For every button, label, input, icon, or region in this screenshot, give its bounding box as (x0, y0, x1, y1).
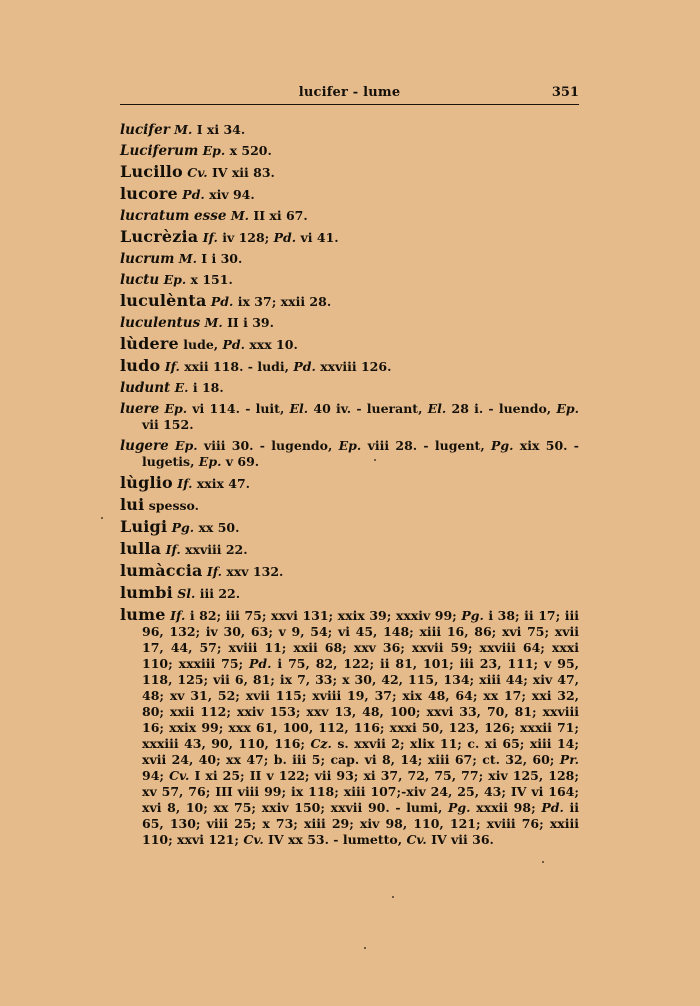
citation-text: vi 114. - luit, (187, 401, 290, 416)
citation-text: i 82; iii 75; xxvi 131; xxix 39; xxxiv 99; (185, 608, 462, 623)
dictionary-entry (120, 251, 579, 267)
work-abbreviation: M. (178, 251, 197, 266)
work-abbreviation: M. (204, 315, 223, 330)
work-abbreviation: If. (164, 359, 180, 374)
print-speck (364, 947, 366, 949)
dictionary-entries (120, 122, 579, 853)
entry-headword: ludunt (120, 380, 171, 396)
work-abbreviation: Ep. (175, 438, 198, 453)
citation-text: i 75, 82, 122; ii 81, 101; iii 23, 111; v 95, 118, 125; vii 6, 81; ix 7, 33; x 30, 42, 115, 134; xiii 44; xiv 47, 48; xv 31, 52; xvii 115; xviii 19, 37; xix 48, 64; xx 17; xxi 32, 80; xxii 112; xxiv 153; xxv 13, 48, 100; xxvi 33, 70, 81; xxviii 16; xxix 99; xxx 61, 100, 112, 116; xxxi 50, 123, 126; xxxii 71; xxxiii 43, 90, 110, 116; (142, 656, 579, 751)
work-abbreviation: If. (170, 608, 186, 623)
work-abbreviation: Pg. (461, 608, 484, 623)
dictionary-entry (120, 358, 579, 375)
entry-headword: lùdere (120, 334, 179, 353)
work-abbreviation: Pr. (559, 752, 579, 767)
work-abbreviation: El. (427, 401, 447, 416)
entry-headword: lugere (120, 438, 169, 454)
dictionary-entry (120, 208, 579, 224)
citation-text: x 151. (186, 272, 233, 287)
citation-text: xiv 94. (204, 187, 255, 202)
dictionary-entry (120, 401, 579, 433)
entry-headword: lumbi (120, 583, 173, 602)
citation-text: I xi 25; II v 122; vii 93; xi 37, 72, 75, 77; xiv 125, 128; xv 57, 76; III viii 99; ix 118; xiii 107;-xiv 24, 25, 43; IV vi 164; xvi 8, 10; xx 75; xxiv 150; xxvii 90. - lumi, (142, 768, 579, 815)
page-number: 351 (551, 85, 579, 100)
dictionary-entry (120, 380, 579, 396)
citation-text: ix 37; xxii 28. (233, 294, 332, 309)
work-abbreviation: Pd. (249, 656, 272, 671)
citation-text: viii 28. - lugent, (361, 438, 491, 453)
work-abbreviation: Cv. (169, 768, 190, 783)
running-head: lucifer - lume (298, 85, 401, 100)
citation-text: xxii 118. - ludi, (179, 359, 294, 374)
citation-text: xxix 47. (192, 476, 250, 491)
citation-text: xix 50. - lugetis, (142, 438, 579, 469)
citation-text: spesso. (144, 498, 200, 513)
work-abbreviation: E. (174, 380, 189, 395)
citation-text: II i 39. (222, 315, 274, 330)
citation-text: 94; (142, 768, 170, 783)
citation-text: vi 41. (296, 230, 339, 245)
work-abbreviation: Ep. (338, 438, 362, 453)
entry-headword: lumàccia (120, 561, 203, 580)
work-abbreviation: Pd. (293, 359, 316, 374)
work-abbreviation: Cv. (243, 832, 264, 847)
dictionary-entry (120, 438, 579, 470)
work-abbreviation: If. (206, 564, 223, 579)
work-abbreviation: Ep. (556, 401, 579, 416)
citation-text: IV xx 53. - lumetto, (263, 832, 407, 847)
citation-text: x 520. (225, 143, 272, 158)
work-abbreviation: Pd. (182, 187, 205, 202)
citation-text: iv 128; (217, 230, 274, 245)
entry-headword: lume (120, 605, 166, 624)
dictionary-entry (120, 563, 579, 580)
citation-text: i 38; ii 17; iii 96, 132; iv 30, 63; v 9, 54; vi 45, 148; xiii 16, 86; xvi 75; xvii 17, 44, 57; xviii 11; xxii 68; xxv 36; xxvii 59; xxviii 64; xxxi 110; xxxiii 75; (142, 608, 580, 671)
citation-text: IV vii 36. (426, 832, 494, 847)
work-abbreviation: Pd. (273, 230, 297, 245)
dictionary-entry (120, 315, 579, 331)
dictionary-entry (120, 164, 579, 181)
dictionary-entry (120, 122, 579, 138)
citation-text: xxviii 126. (315, 359, 392, 374)
entry-headword: luctu (120, 272, 160, 288)
citation-text: I i 30. (196, 251, 243, 266)
entry-headword: luculentus (120, 315, 201, 331)
work-abbreviation: Ep. (164, 401, 188, 416)
entry-headword: lucrum (120, 251, 175, 267)
entry-headword: lucore (120, 184, 178, 203)
citation-text: xxx 10. (244, 337, 298, 352)
dictionary-entry (120, 585, 579, 602)
entry-headword: luere (120, 401, 160, 417)
work-abbreviation: If. (165, 542, 181, 557)
work-abbreviation: Cv. (187, 165, 208, 180)
dictionary-entry (120, 229, 579, 246)
citation-text: ii 65, 130; viii 25; x 73; xiii 29; xiv 98, 110, 121; xviii 76; xxiii 110; xxvi 121; (142, 800, 579, 847)
citation-text: viii 30. - lugendo, (197, 438, 339, 453)
dictionary-entry (120, 541, 579, 558)
citation-text: 40 iv. - luerant, (308, 401, 428, 416)
entry-headword: lucratum esse (120, 208, 227, 224)
dictionary-entry (120, 186, 579, 203)
entry-headword: luculènta (120, 291, 207, 310)
dictionary-entry (120, 475, 579, 492)
print-speck (374, 459, 376, 461)
work-abbreviation: Pg. (171, 520, 195, 535)
citation-text: vii 152. (142, 417, 194, 432)
work-abbreviation: If. (202, 230, 218, 245)
dictionary-entry (120, 607, 579, 848)
dictionary-entry (120, 293, 579, 310)
work-abbreviation: El. (289, 401, 309, 416)
citation-text: I xi 34. (192, 122, 246, 137)
citation-text: IV xii 83. (207, 165, 275, 180)
citation-text: i 18. (188, 380, 224, 395)
print-speck (392, 896, 394, 898)
work-abbreviation: Pd. (222, 337, 245, 352)
dictionary-entry (120, 336, 579, 353)
dictionary-entry (120, 143, 579, 159)
work-abbreviation: Sl. (177, 586, 196, 601)
dictionary-entry (120, 519, 579, 536)
work-abbreviation: If. (177, 476, 193, 491)
work-abbreviation: Pd. (210, 294, 234, 309)
work-abbreviation: Ep. (163, 272, 187, 287)
citation-text: xxxii 98; (470, 800, 542, 815)
dictionary-entry (120, 272, 579, 288)
citation-text: iii 22. (195, 586, 241, 601)
work-abbreviation: Cz. (310, 736, 332, 751)
entry-headword: lùglio (120, 473, 173, 492)
entry-headword: Lucillo (120, 162, 183, 181)
work-abbreviation: Ep. (202, 143, 226, 158)
print-speck (101, 517, 103, 519)
entry-headword: lucifer (120, 122, 170, 138)
entry-headword: ludo (120, 356, 161, 375)
work-abbreviation: Ep. (198, 454, 222, 469)
entry-headword: Lucrèzia (120, 227, 199, 246)
citation-text: v 69. (221, 454, 260, 469)
work-abbreviation: Pg. (448, 800, 471, 815)
page-header (120, 84, 579, 105)
work-abbreviation: M. (174, 122, 193, 137)
citation-text: s. xxvii 2; xlix 11; c. xi 65; xiii 14; xvii 24, 40; xx 47; b. iii 5; cap. vi 8, 14; xiii 67; ct. 32, 60; (142, 736, 579, 767)
entry-headword: Luigi (120, 517, 168, 536)
entry-headword: lui (120, 495, 145, 514)
entry-headword: lulla (120, 539, 162, 558)
work-abbreviation: Cv. (406, 832, 427, 847)
print-speck (542, 861, 544, 863)
citation-text: lude, (178, 337, 223, 352)
citation-text: xx 50. (194, 520, 240, 535)
citation-text: 28 i. - luendo, (446, 401, 557, 416)
citation-text: xxviii 22. (180, 542, 248, 557)
citation-text: II xi 67. (249, 208, 308, 223)
work-abbreviation: Pd. (541, 800, 564, 815)
citation-text: xxv 132. (222, 564, 284, 579)
dictionary-entry (120, 497, 579, 514)
work-abbreviation: Pg. (490, 438, 514, 453)
work-abbreviation: M. (230, 208, 250, 223)
entry-headword: Luciferum (120, 143, 199, 159)
